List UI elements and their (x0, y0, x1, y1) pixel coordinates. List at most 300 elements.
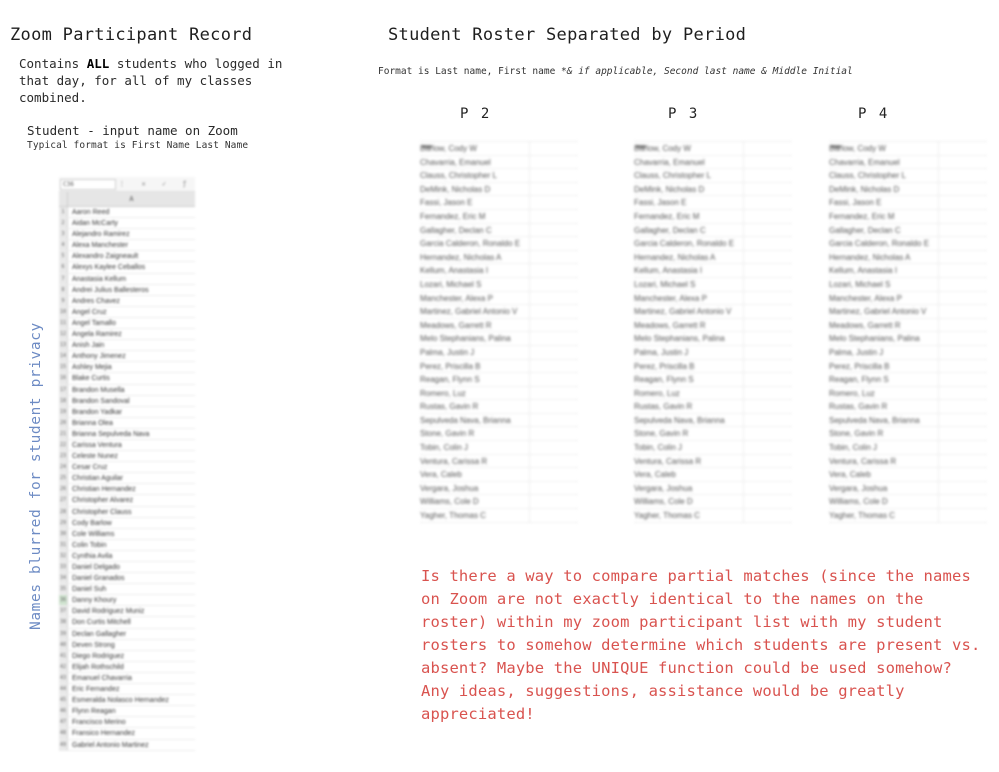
spreadsheet-row[interactable] (59, 396, 195, 407)
row-number[interactable]: 26 (59, 484, 68, 494)
student-name-cell[interactable]: Perez, Priscilla B (634, 360, 744, 373)
student-name-cell[interactable]: DeMink, Nicholas D (829, 183, 939, 196)
roster-row[interactable] (420, 332, 578, 346)
participant-name-cell[interactable]: Daniel Granados (72, 575, 125, 583)
participant-name-cell[interactable]: Angel Cruz (72, 308, 107, 316)
spreadsheet-row[interactable] (59, 418, 195, 429)
roster-row[interactable] (634, 441, 792, 455)
student-name-cell[interactable]: Hernandez, Nicholas A (634, 251, 744, 264)
spreadsheet-row[interactable] (59, 640, 195, 651)
student-name-cell[interactable]: Rustas, Gavin R (829, 400, 939, 413)
empty-cell[interactable] (530, 292, 578, 305)
empty-cell[interactable] (939, 482, 987, 495)
roster-row[interactable] (420, 210, 578, 224)
empty-cell[interactable] (744, 210, 792, 223)
student-name-cell[interactable]: Manchester, Alexa P (634, 292, 744, 305)
spreadsheet-row[interactable] (59, 573, 195, 584)
empty-cell[interactable] (530, 495, 578, 508)
empty-cell[interactable] (744, 251, 792, 264)
empty-cell[interactable] (939, 427, 987, 440)
student-name-cell[interactable]: Melo Stephanians, Palina (420, 332, 530, 345)
row-number[interactable]: 8 (59, 285, 68, 295)
empty-cell[interactable] (939, 264, 987, 277)
row-number[interactable]: 20 (59, 418, 68, 428)
roster-row[interactable] (420, 278, 578, 292)
empty-cell[interactable] (939, 224, 987, 237)
empty-cell[interactable] (530, 414, 578, 427)
empty-cell[interactable] (530, 441, 578, 454)
row-number[interactable]: 11 (59, 318, 68, 328)
empty-cell[interactable] (939, 455, 987, 468)
student-name-cell[interactable]: Vera, Caleb (420, 468, 530, 481)
spreadsheet-row[interactable] (59, 617, 195, 628)
student-name-cell[interactable]: Meadows, Garrett R (829, 319, 939, 332)
spreadsheet-row[interactable] (59, 340, 195, 351)
roster-row[interactable] (634, 142, 792, 156)
empty-cell[interactable] (939, 332, 987, 345)
row-number[interactable]: 22 (59, 440, 68, 450)
roster-row[interactable] (829, 224, 987, 238)
student-name-cell[interactable]: Lozari, Michael S (829, 278, 939, 291)
roster-row[interactable] (829, 387, 987, 401)
student-name-cell[interactable]: Gallagher, Declan C (829, 224, 939, 237)
roster-row[interactable] (420, 196, 578, 210)
roster-row[interactable] (634, 278, 792, 292)
empty-cell[interactable] (939, 509, 987, 522)
roster-row[interactable] (829, 468, 987, 482)
spreadsheet-row[interactable] (59, 229, 195, 240)
row-number[interactable]: 42 (59, 662, 68, 672)
empty-cell[interactable] (744, 183, 792, 196)
participant-name-cell[interactable]: Francisco Merino (72, 719, 126, 727)
spreadsheet-row[interactable] (59, 584, 195, 595)
empty-cell[interactable] (744, 441, 792, 454)
student-name-cell[interactable]: Barlow, Cody W (829, 142, 939, 155)
spreadsheet-row[interactable] (59, 706, 195, 717)
row-number[interactable]: 32 (59, 551, 68, 561)
student-name-cell[interactable]: Romero, Luz (420, 387, 530, 400)
student-name-cell[interactable]: Kellum, Anastasia I (829, 264, 939, 277)
roster-row[interactable] (634, 251, 792, 265)
empty-cell[interactable] (939, 183, 987, 196)
student-name-cell[interactable]: Clauss, Christopher L (829, 169, 939, 182)
empty-cell[interactable] (530, 373, 578, 386)
row-number[interactable]: 40 (59, 640, 68, 650)
student-name-cell[interactable]: Fassi, Jason E (634, 196, 744, 209)
participant-name-cell[interactable]: Cynthia Avila (72, 552, 113, 560)
student-name-cell[interactable]: Clauss, Christopher L (420, 169, 530, 182)
roster-row[interactable] (634, 332, 792, 346)
roster-row[interactable] (634, 224, 792, 238)
empty-cell[interactable] (744, 482, 792, 495)
participant-name-cell[interactable]: Carissa Ventura (72, 441, 122, 449)
student-name-cell[interactable]: Williams, Cole D (829, 495, 939, 508)
empty-cell[interactable] (530, 305, 578, 318)
spreadsheet-row[interactable] (59, 529, 195, 540)
empty-cell[interactable] (744, 142, 792, 155)
roster-row[interactable] (634, 183, 792, 197)
roster-row[interactable] (634, 210, 792, 224)
participant-name-cell[interactable]: Alejandro Ramirez (72, 231, 130, 239)
row-number[interactable]: 19 (59, 407, 68, 417)
participant-name-cell[interactable]: Aidan McCarty (72, 220, 118, 228)
student-name-cell[interactable]: Martinez, Gabriel Antonio V (634, 305, 744, 318)
student-name-cell[interactable]: Williams, Cole D (634, 495, 744, 508)
participant-name-cell[interactable]: Christian Hernandez (72, 486, 136, 494)
roster-row[interactable] (829, 455, 987, 469)
participant-name-cell[interactable]: Alexandro Zaigneault (72, 253, 139, 261)
participant-name-cell[interactable]: Brandon Musella (72, 386, 125, 394)
participant-name-cell[interactable]: Diego Rodriguez (72, 652, 125, 660)
empty-cell[interactable] (530, 224, 578, 237)
empty-cell[interactable] (530, 319, 578, 332)
select-all-corner[interactable] (59, 192, 68, 206)
row-number[interactable]: 43 (59, 673, 68, 683)
empty-cell[interactable] (744, 387, 792, 400)
roster-row[interactable] (634, 156, 792, 170)
empty-cell[interactable] (530, 196, 578, 209)
roster-row[interactable] (420, 142, 578, 156)
spreadsheet-row[interactable] (59, 240, 195, 251)
student-name-cell[interactable]: Vera, Caleb (829, 468, 939, 481)
student-name-cell[interactable]: Palma, Justin J (634, 346, 744, 359)
student-name-cell[interactable]: Stone, Gavin R (420, 427, 530, 440)
student-name-cell[interactable]: Reagan, Flynn S (420, 373, 530, 386)
row-number[interactable]: 1 (59, 207, 68, 217)
roster-row[interactable] (420, 387, 578, 401)
spreadsheet-row[interactable] (59, 728, 195, 739)
student-name-cell[interactable]: Williams, Cole D (420, 495, 530, 508)
row-number[interactable]: 38 (59, 617, 68, 627)
row-number[interactable]: 2 (59, 218, 68, 228)
row-number[interactable]: 5 (59, 251, 68, 261)
student-name-cell[interactable]: Palma, Justin J (829, 346, 939, 359)
spreadsheet-row[interactable] (59, 562, 195, 573)
student-name-cell[interactable]: Rustas, Gavin R (420, 400, 530, 413)
empty-cell[interactable] (530, 142, 578, 155)
roster-row[interactable] (420, 156, 578, 170)
roster-row[interactable] (420, 319, 578, 333)
spreadsheet-row[interactable] (59, 329, 195, 340)
empty-cell[interactable] (939, 169, 987, 182)
row-number[interactable]: 17 (59, 385, 68, 395)
student-name-cell[interactable]: Perez, Priscilla B (829, 360, 939, 373)
empty-cell[interactable] (530, 455, 578, 468)
row-number[interactable]: 9 (59, 296, 68, 306)
empty-cell[interactable] (744, 237, 792, 250)
roster-row[interactable] (634, 169, 792, 183)
roster-row[interactable] (829, 414, 987, 428)
row-number[interactable]: 48 (59, 728, 68, 738)
roster-row[interactable] (420, 509, 578, 523)
student-name-cell[interactable]: Tobin, Colin J (634, 441, 744, 454)
roster-row[interactable] (829, 142, 987, 156)
participant-name-cell[interactable]: Cesar Cruz (72, 464, 108, 472)
student-name-cell[interactable]: Sepulveda Nava, Brianna (829, 414, 939, 427)
roster-row[interactable] (634, 196, 792, 210)
participant-name-cell[interactable]: Angela Ramirez (72, 331, 122, 339)
student-name-cell[interactable]: Reagan, Flynn S (634, 373, 744, 386)
student-name-cell[interactable]: Romero, Luz (829, 387, 939, 400)
empty-cell[interactable] (939, 319, 987, 332)
empty-cell[interactable] (939, 305, 987, 318)
student-name-cell[interactable]: Sepulveda Nava, Brianna (420, 414, 530, 427)
participant-name-cell[interactable]: Brianna Sepulveda Nava (72, 430, 150, 438)
row-number[interactable]: 36 (59, 595, 68, 605)
roster-row[interactable] (634, 495, 792, 509)
spreadsheet-row[interactable] (59, 695, 195, 706)
roster-row[interactable] (634, 387, 792, 401)
student-name-cell[interactable]: Fassi, Jason E (829, 196, 939, 209)
empty-cell[interactable] (939, 495, 987, 508)
row-number[interactable]: 44 (59, 684, 68, 694)
student-name-cell[interactable]: Martinez, Gabriel Antonio V (829, 305, 939, 318)
empty-cell[interactable] (744, 196, 792, 209)
empty-cell[interactable] (744, 495, 792, 508)
row-number[interactable]: 25 (59, 473, 68, 483)
participant-name-cell[interactable]: Angel Tamallo (72, 319, 116, 327)
roster-row[interactable] (829, 427, 987, 441)
column-header-a[interactable]: A (129, 195, 134, 203)
student-name-cell[interactable]: Meadows, Garrett R (420, 319, 530, 332)
row-number[interactable]: 6 (59, 262, 68, 272)
row-number[interactable]: 4 (59, 240, 68, 250)
row-number[interactable]: 37 (59, 606, 68, 616)
spreadsheet-row[interactable] (59, 440, 195, 451)
participant-name-cell[interactable]: Christian Aguilar (72, 475, 123, 483)
empty-cell[interactable] (744, 292, 792, 305)
roster-row[interactable] (829, 441, 987, 455)
student-name-cell[interactable]: Vergara, Joshua (634, 482, 744, 495)
empty-cell[interactable] (744, 468, 792, 481)
roster-row[interactable] (634, 292, 792, 306)
empty-cell[interactable] (744, 278, 792, 291)
spreadsheet-row[interactable] (59, 540, 195, 551)
spreadsheet-row[interactable] (59, 507, 195, 518)
participant-name-cell[interactable]: Danny Khoury (72, 597, 117, 605)
student-name-cell[interactable]: Hernandez, Nicholas A (420, 251, 530, 264)
student-name-cell[interactable]: Barlow, Cody W (634, 142, 744, 155)
empty-cell[interactable] (744, 360, 792, 373)
spreadsheet-row[interactable] (59, 595, 195, 606)
empty-cell[interactable] (530, 169, 578, 182)
roster-row[interactable] (420, 400, 578, 414)
empty-cell[interactable] (939, 468, 987, 481)
roster-row[interactable] (420, 305, 578, 319)
roster-row[interactable] (634, 373, 792, 387)
empty-cell[interactable] (744, 346, 792, 359)
participant-name-cell[interactable]: Daniel Suh (72, 586, 107, 594)
empty-cell[interactable] (530, 400, 578, 413)
empty-cell[interactable] (744, 332, 792, 345)
empty-cell[interactable] (530, 468, 578, 481)
empty-cell[interactable] (530, 251, 578, 264)
spreadsheet-row[interactable] (59, 462, 195, 473)
roster-row[interactable] (420, 264, 578, 278)
roster-row[interactable] (829, 264, 987, 278)
row-number[interactable]: 30 (59, 529, 68, 539)
student-name-cell[interactable]: DeMink, Nicholas D (634, 183, 744, 196)
spreadsheet-row[interactable] (59, 362, 195, 373)
student-name-cell[interactable]: Reagan, Flynn S (829, 373, 939, 386)
row-number[interactable]: 13 (59, 340, 68, 350)
student-name-cell[interactable]: Melo Stephanians, Palina (634, 332, 744, 345)
spreadsheet-row[interactable] (59, 251, 195, 262)
row-number[interactable]: 23 (59, 451, 68, 461)
student-name-cell[interactable]: Stone, Gavin R (829, 427, 939, 440)
participant-name-cell[interactable]: Don Curtis Mitchell (72, 619, 131, 627)
roster-row[interactable] (829, 251, 987, 265)
row-number[interactable]: 47 (59, 717, 68, 727)
empty-cell[interactable] (939, 210, 987, 223)
student-name-cell[interactable]: Hernandez, Nicholas A (829, 251, 939, 264)
empty-cell[interactable] (744, 319, 792, 332)
roster-row[interactable] (829, 156, 987, 170)
student-name-cell[interactable]: Tobin, Colin J (420, 441, 530, 454)
roster-row[interactable] (634, 468, 792, 482)
roster-row[interactable] (420, 169, 578, 183)
roster-row[interactable] (634, 509, 792, 523)
spreadsheet-row[interactable] (59, 351, 195, 362)
spreadsheet-row[interactable] (59, 407, 195, 418)
participant-name-cell[interactable]: Fransico Hernandez (72, 730, 136, 738)
student-name-cell[interactable]: Vera, Caleb (634, 468, 744, 481)
empty-cell[interactable] (939, 196, 987, 209)
participant-name-cell[interactable]: Anthony Jimenez (72, 353, 126, 361)
student-name-cell[interactable]: Barlow, Cody W (420, 142, 530, 155)
student-name-cell[interactable]: Vergara, Joshua (420, 482, 530, 495)
student-name-cell[interactable]: Fernandez, Eric M (420, 210, 530, 223)
empty-cell[interactable] (744, 455, 792, 468)
student-name-cell[interactable]: Yagher, Thomas C (829, 509, 939, 522)
student-name-cell[interactable]: Ventura, Carissa R (634, 455, 744, 468)
roster-row[interactable] (829, 495, 987, 509)
participant-name-cell[interactable]: Anish Jain (72, 342, 105, 350)
roster-row[interactable] (829, 210, 987, 224)
roster-row[interactable] (634, 264, 792, 278)
roster-row[interactable] (420, 455, 578, 469)
row-number[interactable]: 3 (59, 229, 68, 239)
student-name-cell[interactable]: Garcia Calderon, Ronaldo E (420, 237, 530, 250)
roster-row[interactable] (420, 427, 578, 441)
roster-row[interactable] (634, 360, 792, 374)
row-number[interactable]: 10 (59, 307, 68, 317)
roster-row[interactable] (829, 373, 987, 387)
roster-row[interactable] (634, 482, 792, 496)
spreadsheet-row[interactable] (59, 296, 195, 307)
empty-cell[interactable] (939, 292, 987, 305)
empty-cell[interactable] (530, 332, 578, 345)
empty-cell[interactable] (939, 400, 987, 413)
spreadsheet-row[interactable] (59, 307, 195, 318)
empty-cell[interactable] (530, 509, 578, 522)
roster-row[interactable] (829, 169, 987, 183)
spreadsheet-row[interactable] (59, 662, 195, 673)
student-name-cell[interactable]: Garcia Calderon, Ronaldo E (829, 237, 939, 250)
student-name-cell[interactable]: Stone, Gavin R (634, 427, 744, 440)
student-name-cell[interactable]: Chavarria, Emanuel (420, 156, 530, 169)
empty-cell[interactable] (530, 183, 578, 196)
roster-row[interactable] (420, 237, 578, 251)
participant-name-cell[interactable]: Alexys Kaylee Ceballos (72, 264, 146, 272)
spreadsheet-row[interactable] (59, 274, 195, 285)
student-name-cell[interactable]: Fernandez, Eric M (829, 210, 939, 223)
student-name-cell[interactable]: Kellum, Anastasia I (634, 264, 744, 277)
spreadsheet-row[interactable] (59, 218, 195, 229)
roster-row[interactable] (829, 183, 987, 197)
spreadsheet-row[interactable] (59, 629, 195, 640)
row-number[interactable]: 45 (59, 695, 68, 705)
student-name-cell[interactable]: Garcia Calderon, Ronaldo E (634, 237, 744, 250)
spreadsheet-row[interactable] (59, 606, 195, 617)
row-number[interactable]: 16 (59, 373, 68, 383)
participant-name-cell[interactable]: Christopher Clauss (72, 508, 132, 516)
participant-name-cell[interactable]: Brianna Olea (72, 419, 113, 427)
roster-row[interactable] (829, 196, 987, 210)
empty-cell[interactable] (530, 264, 578, 277)
roster-row[interactable] (829, 292, 987, 306)
empty-cell[interactable] (939, 156, 987, 169)
row-number[interactable]: 21 (59, 429, 68, 439)
student-name-cell[interactable]: Rustas, Gavin R (634, 400, 744, 413)
empty-cell[interactable] (939, 142, 987, 155)
row-number[interactable]: 31 (59, 540, 68, 550)
empty-cell[interactable] (530, 278, 578, 291)
participant-name-cell[interactable]: Cody Barlow (72, 519, 112, 527)
participant-name-cell[interactable]: David Rodriguez Muniz (72, 608, 145, 616)
roster-row[interactable] (829, 332, 987, 346)
student-name-cell[interactable]: Perez, Priscilla B (420, 360, 530, 373)
roster-row[interactable] (634, 346, 792, 360)
roster-row[interactable] (634, 455, 792, 469)
spreadsheet-row[interactable] (59, 385, 195, 396)
row-number[interactable]: 28 (59, 507, 68, 517)
empty-cell[interactable] (530, 427, 578, 440)
participant-name-cell[interactable]: Andrei Julius Ballesteros (72, 286, 149, 294)
participant-name-cell[interactable]: Gabriel Antonio Martinez (72, 741, 149, 749)
spreadsheet-row[interactable] (59, 717, 195, 728)
spreadsheet-row[interactable] (59, 318, 195, 329)
roster-row[interactable] (634, 319, 792, 333)
empty-cell[interactable] (744, 400, 792, 413)
roster-row[interactable] (420, 373, 578, 387)
participant-name-cell[interactable]: Andres Chavez (72, 297, 120, 305)
student-name-cell[interactable]: Melo Stephanians, Palina (829, 332, 939, 345)
empty-cell[interactable] (530, 360, 578, 373)
empty-cell[interactable] (744, 224, 792, 237)
row-number[interactable]: 34 (59, 573, 68, 583)
row-number[interactable]: 39 (59, 629, 68, 639)
spreadsheet-row[interactable] (59, 473, 195, 484)
participant-name-cell[interactable]: Elijah Rothschild (72, 663, 124, 671)
participant-name-cell[interactable]: Deven Strong (72, 641, 115, 649)
spreadsheet-row[interactable] (59, 451, 195, 462)
spreadsheet-row[interactable] (59, 684, 195, 695)
student-name-cell[interactable]: Martinez, Gabriel Antonio V (420, 305, 530, 318)
participant-name-cell[interactable]: Alexa Manchester (72, 242, 129, 250)
participant-name-cell[interactable]: Colin Tobin (72, 541, 107, 549)
empty-cell[interactable] (744, 373, 792, 386)
roster-row[interactable] (634, 427, 792, 441)
roster-row[interactable] (420, 441, 578, 455)
spreadsheet-row[interactable] (59, 495, 195, 506)
empty-cell[interactable] (744, 169, 792, 182)
participant-name-cell[interactable]: Christopher Alvarez (72, 497, 134, 505)
empty-cell[interactable] (744, 305, 792, 318)
student-name-cell[interactable]: Yagher, Thomas C (634, 509, 744, 522)
roster-row[interactable] (420, 495, 578, 509)
empty-cell[interactable] (744, 427, 792, 440)
